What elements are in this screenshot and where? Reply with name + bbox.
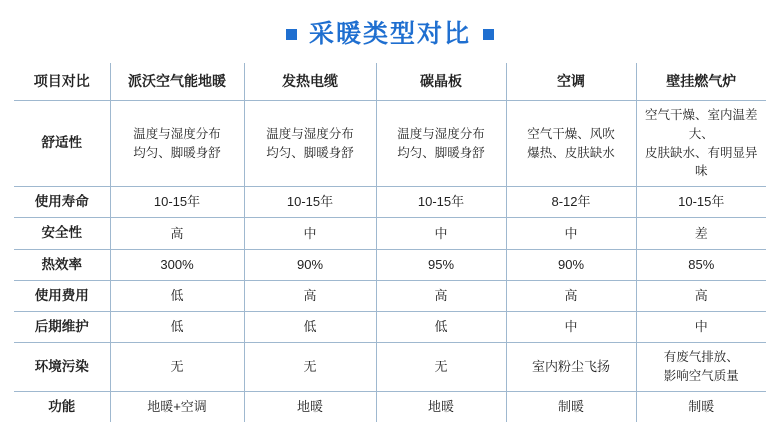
cell-pollution-boiler: 有废气排放、 影响空气质量 xyxy=(636,343,766,392)
comparison-table-wrapper xyxy=(0,63,780,422)
cell-efficiency-carbon: 95% xyxy=(376,249,506,280)
cell-pollution-ac: 室内粉尘飞扬 xyxy=(506,343,636,392)
cell-lifespan-ac: 8-12年 xyxy=(506,187,636,218)
cell-maintenance-boiler: 中 xyxy=(636,312,766,343)
table-row xyxy=(14,312,766,343)
table-row xyxy=(14,101,766,187)
cell-pollution-carbon: 无 xyxy=(376,343,506,392)
row-label-pollution: 环境污染 xyxy=(14,343,110,392)
table-row xyxy=(14,391,766,422)
square-marker-left-icon xyxy=(286,29,297,40)
cell-comfort-paiwo: 温度与湿度分布 均匀、脚暖身舒 xyxy=(110,101,244,187)
cell-safety-boiler: 差 xyxy=(636,218,766,249)
cell-efficiency-ac: 90% xyxy=(506,249,636,280)
cell-maintenance-paiwo: 低 xyxy=(110,312,244,343)
cell-pollution-paiwo: 无 xyxy=(110,343,244,392)
cell-function-paiwo: 地暖+空调 xyxy=(110,391,244,422)
cell-efficiency-boiler: 85% xyxy=(636,249,766,280)
cell-lifespan-boiler: 10-15年 xyxy=(636,187,766,218)
page-title xyxy=(0,0,780,63)
table-row xyxy=(14,249,766,280)
cell-efficiency-cable: 90% xyxy=(244,249,376,280)
cell-cost-carbon: 高 xyxy=(376,280,506,311)
square-marker-right-icon xyxy=(483,29,494,40)
cell-comfort-carbon: 温度与湿度分布 均匀、脚暖身舒 xyxy=(376,101,506,187)
row-label-cost: 使用费用 xyxy=(14,280,110,311)
cell-function-cable: 地暖 xyxy=(244,391,376,422)
column-header-5: 壁挂燃气炉 xyxy=(636,63,766,101)
row-label-efficiency: 热效率 xyxy=(14,249,110,280)
cell-lifespan-paiwo: 10-15年 xyxy=(110,187,244,218)
cell-cost-ac: 高 xyxy=(506,280,636,311)
row-label-comfort: 舒适性 xyxy=(14,101,110,187)
table-body xyxy=(14,63,766,422)
row-label-safety: 安全性 xyxy=(14,218,110,249)
table-row xyxy=(14,218,766,249)
column-header-2: 发热电缆 xyxy=(244,63,376,101)
cell-maintenance-ac: 中 xyxy=(506,312,636,343)
column-header-4: 空调 xyxy=(506,63,636,101)
cell-comfort-boiler: 空气干燥、室内温差大、 皮肤缺水、有明显异味 xyxy=(636,101,766,187)
cell-safety-paiwo: 高 xyxy=(110,218,244,249)
cell-comfort-ac: 空气干燥、风吹 爆热、皮肤缺水 xyxy=(506,101,636,187)
cell-cost-paiwo: 低 xyxy=(110,280,244,311)
column-header-0: 项目对比 xyxy=(14,63,110,101)
table-header-row xyxy=(14,63,766,101)
row-label-maintenance: 后期维护 xyxy=(14,312,110,343)
cell-safety-ac: 中 xyxy=(506,218,636,249)
cell-cost-boiler: 高 xyxy=(636,280,766,311)
cell-efficiency-paiwo: 300% xyxy=(110,249,244,280)
cell-maintenance-cable: 低 xyxy=(244,312,376,343)
cell-cost-cable: 高 xyxy=(244,280,376,311)
cell-pollution-cable: 无 xyxy=(244,343,376,392)
cell-function-ac: 制暖 xyxy=(506,391,636,422)
row-label-lifespan: 使用寿命 xyxy=(14,187,110,218)
cell-lifespan-cable: 10-15年 xyxy=(244,187,376,218)
column-header-3: 碳晶板 xyxy=(376,63,506,101)
cell-maintenance-carbon: 低 xyxy=(376,312,506,343)
cell-comfort-cable: 温度与湿度分布 均匀、脚暖身舒 xyxy=(244,101,376,187)
cell-safety-cable: 中 xyxy=(244,218,376,249)
cell-function-boiler: 制暖 xyxy=(636,391,766,422)
cell-function-carbon: 地暖 xyxy=(376,391,506,422)
page-title-text: 采暖类型对比 xyxy=(308,20,471,48)
table-row xyxy=(14,187,766,218)
table-row xyxy=(14,343,766,392)
comparison-table xyxy=(14,63,766,422)
row-label-function: 功能 xyxy=(14,391,110,422)
cell-safety-carbon: 中 xyxy=(376,218,506,249)
cell-lifespan-carbon: 10-15年 xyxy=(376,187,506,218)
table-row xyxy=(14,280,766,311)
column-header-1: 派沃空气能地暖 xyxy=(110,63,244,101)
